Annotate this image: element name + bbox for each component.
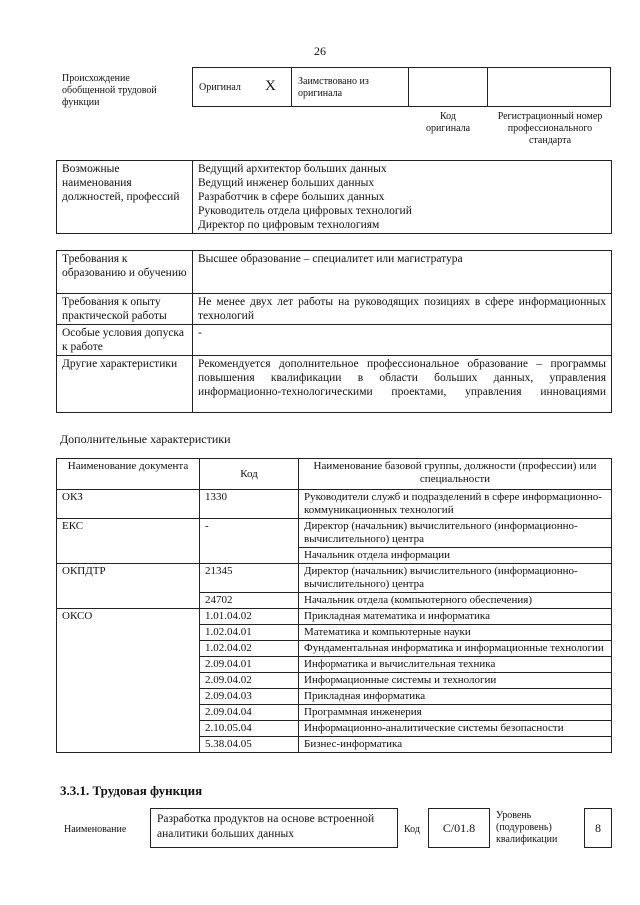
positions-table — [56, 160, 612, 234]
name-cell: Информатика и вычислительная техника — [299, 657, 612, 673]
code-cell: 1.02.04.02 — [200, 641, 299, 657]
req-other-label: Другие характеристики — [57, 356, 193, 413]
lf-name-label: Наименование — [64, 824, 127, 835]
req-special-label: Особые условия допуска к работе — [57, 325, 193, 356]
code-original-cell — [408, 67, 488, 107]
name-cell: Информационно-аналитические системы безопасности — [299, 721, 612, 737]
req-experience-label: Требования к опыту практической работы — [57, 294, 193, 325]
code-cell: 1330 — [200, 490, 299, 519]
code-cell: 2.09.04.03 — [200, 689, 299, 705]
position-item: Ведущий инженер больших данных — [198, 177, 375, 189]
code-cell: 2.09.04.04 — [200, 705, 299, 721]
name-cell: Директор (начальник) вычислительного (информационно-вычислительного) центра — [299, 564, 612, 593]
header-doc: Наименование документа — [57, 459, 200, 490]
additional-table — [56, 458, 612, 753]
name-cell: Фундаментальная информатика и информационные технологии — [299, 641, 612, 657]
req-special-value: - — [193, 325, 612, 356]
position-item: Разработчик в сфере больших данных — [198, 191, 385, 203]
original-mark: X — [265, 78, 276, 94]
req-education-label: Требования к образованию и обучению — [57, 251, 193, 294]
borrowed-cell — [291, 67, 409, 107]
positions-list — [193, 161, 612, 234]
additional-title: Дополнительные характеристики — [60, 432, 231, 446]
name-cell: Прикладная информатика — [299, 689, 612, 705]
position-item: Ведущий архитектор больших данных — [198, 163, 387, 175]
position-item: Директор по цифровым технологиям — [198, 219, 380, 231]
code-original-caption: Код оригинала — [425, 111, 471, 134]
lf-name-box — [150, 808, 398, 848]
requirements-table — [56, 250, 612, 413]
name-cell: Директор (начальник) вычислительного (информационно-вычислительного) центра — [299, 519, 612, 548]
header-name: Наименование базовой группы, должности (профессии) или специальности — [299, 459, 612, 490]
name-cell: Информационные системы и технологии — [299, 673, 612, 689]
original-cell — [192, 67, 292, 107]
position-item: Руководитель отдела цифровых технологий — [198, 205, 412, 217]
name-cell: Начальник отдела (компьютерного обеспечения) — [299, 593, 612, 609]
header-code: Код — [200, 459, 299, 490]
labor-function-heading: 3.3.1. Трудовая функция — [60, 783, 203, 798]
table-row — [57, 519, 612, 548]
reg-number-cell — [487, 67, 611, 107]
req-education-value: Высшее образование – специалитет или магистратура — [193, 251, 612, 294]
table-row — [57, 609, 612, 625]
page-number: 26 — [314, 44, 326, 58]
original-label: Оригинал — [199, 82, 241, 93]
code-cell: 2.10.05.04 — [200, 721, 299, 737]
name-cell: Программная инженерия — [299, 705, 612, 721]
table-row — [57, 490, 612, 519]
reg-number-caption: Регистрационный номер профессионального стандарта — [497, 111, 603, 146]
code-cell: 2.09.04.02 — [200, 673, 299, 689]
lf-code-value: C/01.8 — [442, 821, 476, 835]
positions-label: Возможные наименования должностей, профессий — [57, 161, 193, 234]
req-other-value: Рекомендуется дополнительное профессиональное образование – программы повышения квалификации в области больших данных, управления информационно-технологическими проектами, управления инновациями — [193, 356, 612, 413]
doc-cell: ЕКС — [57, 519, 200, 564]
lf-level-box — [584, 808, 612, 848]
lf-level-label: Уровень (подуровень) квалификации — [496, 810, 558, 845]
doc-cell: ОКПДТР — [57, 564, 200, 609]
borrowed-label: Заимствовано из оригинала — [298, 76, 369, 99]
doc-cell: ОКСО — [57, 609, 200, 753]
lf-name-value: Разработка продуктов на основе встроенной аналитики больших данных — [157, 813, 375, 840]
name-cell: Руководители служб и подразделений в сфере информационно-коммуникационных технологий — [299, 490, 612, 519]
lf-code-box — [428, 808, 490, 848]
code-cell: 5.38.04.05 — [200, 737, 299, 753]
code-cell: - — [200, 519, 299, 564]
req-experience-value: Не менее двух лет работы на руководящих позициях в сфере информационных технологий — [193, 294, 612, 325]
origin-label: Происхождение обобщенной трудовой функции — [62, 73, 157, 108]
name-cell: Математика и компьютерные науки — [299, 625, 612, 641]
table-row — [57, 564, 612, 593]
code-cell: 1.02.04.01 — [200, 625, 299, 641]
code-cell: 2.09.04.01 — [200, 657, 299, 673]
lf-level-value: 8 — [595, 821, 601, 835]
doc-cell: ОКЗ — [57, 490, 200, 519]
code-cell: 1.01.04.02 — [200, 609, 299, 625]
name-cell: Бизнес-информатика — [299, 737, 612, 753]
name-cell: Начальник отдела информации — [299, 548, 612, 564]
code-cell: 21345 — [200, 564, 299, 593]
name-cell: Прикладная математика и информатика — [299, 609, 612, 625]
lf-code-label: Код — [404, 824, 420, 835]
code-cell: 24702 — [200, 593, 299, 609]
